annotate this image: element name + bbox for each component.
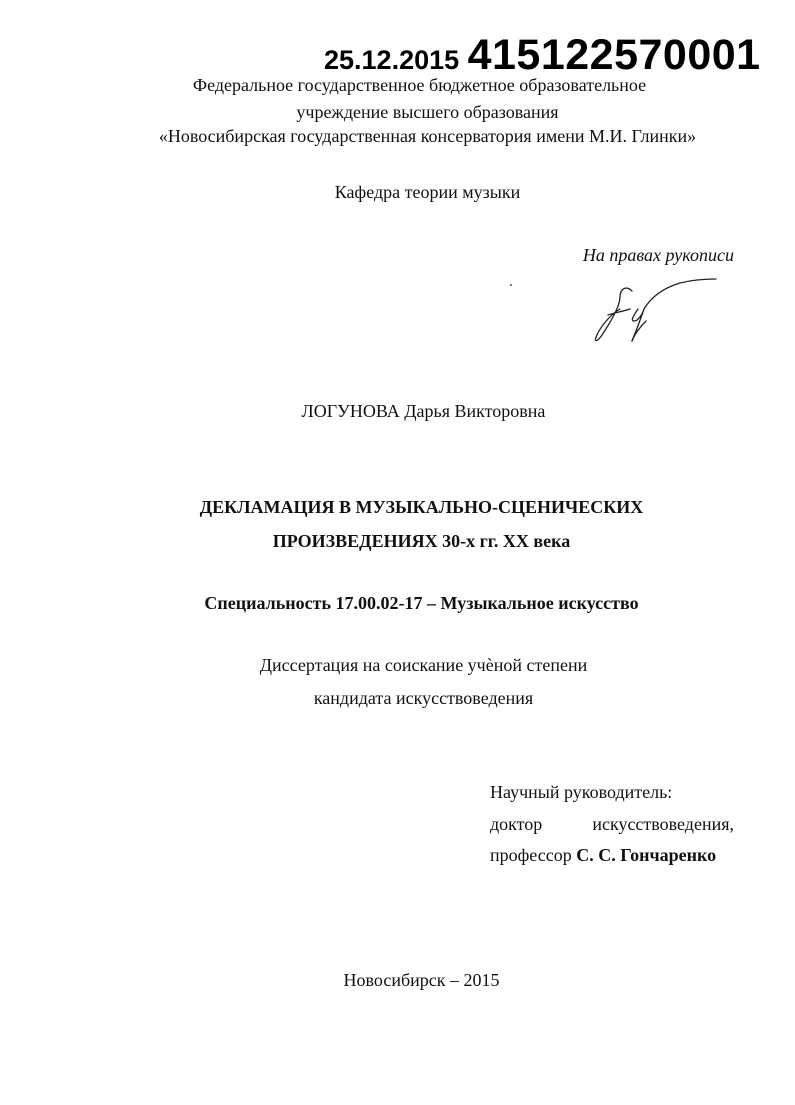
organization-line-3: «Новосибирская государственная консерватория имени М.И. Глинки» <box>158 126 697 146</box>
author-name: ЛОГУНОВА Дарья Викторовна <box>301 401 546 421</box>
thesis-title-line-1: ДЕКЛАМАЦИЯ В МУЗЫКАЛЬНО-СЦЕНИЧЕСКИХ <box>199 497 644 517</box>
dissertation-line-1: Диссертация на соискание учѐной степени <box>259 655 588 675</box>
scan-speck <box>510 284 512 286</box>
specialty: Специальность 17.00.02-17 – Музыкальное искусство <box>204 593 639 613</box>
thesis-title-line-2: ПРОИЗВЕДЕНИЯХ 30-х гг. XX века <box>272 531 571 551</box>
stamp-date: 25.12.2015 <box>324 45 460 75</box>
supervisor-rank: профессор <box>490 845 572 865</box>
supervisor-degree <box>490 815 734 833</box>
stamp-code: 415122570001 <box>467 31 761 79</box>
organization-line-2: учреждение высшего образования <box>296 102 559 122</box>
organization-line-1: Федеральное государственное бюджетное образовательное <box>192 75 647 95</box>
supervisor-name-line <box>490 846 716 864</box>
dissertation-line-2: кандидата искусствоведения <box>313 688 534 708</box>
supervisor-label: Научный руководитель: <box>490 782 673 802</box>
manuscript-rights-note: На правах рукописи <box>582 245 734 265</box>
registration-stamp <box>324 31 761 79</box>
supervisor-degree-word-1: доктор <box>490 814 543 834</box>
signature-icon <box>580 275 720 350</box>
department: Кафедра теории музыки <box>334 182 521 202</box>
supervisor-degree-word-2: искусствоведения, <box>592 814 734 834</box>
city-year: Новосибирск – 2015 <box>343 970 500 990</box>
supervisor-name: С. С. Гончаренко <box>576 845 717 865</box>
